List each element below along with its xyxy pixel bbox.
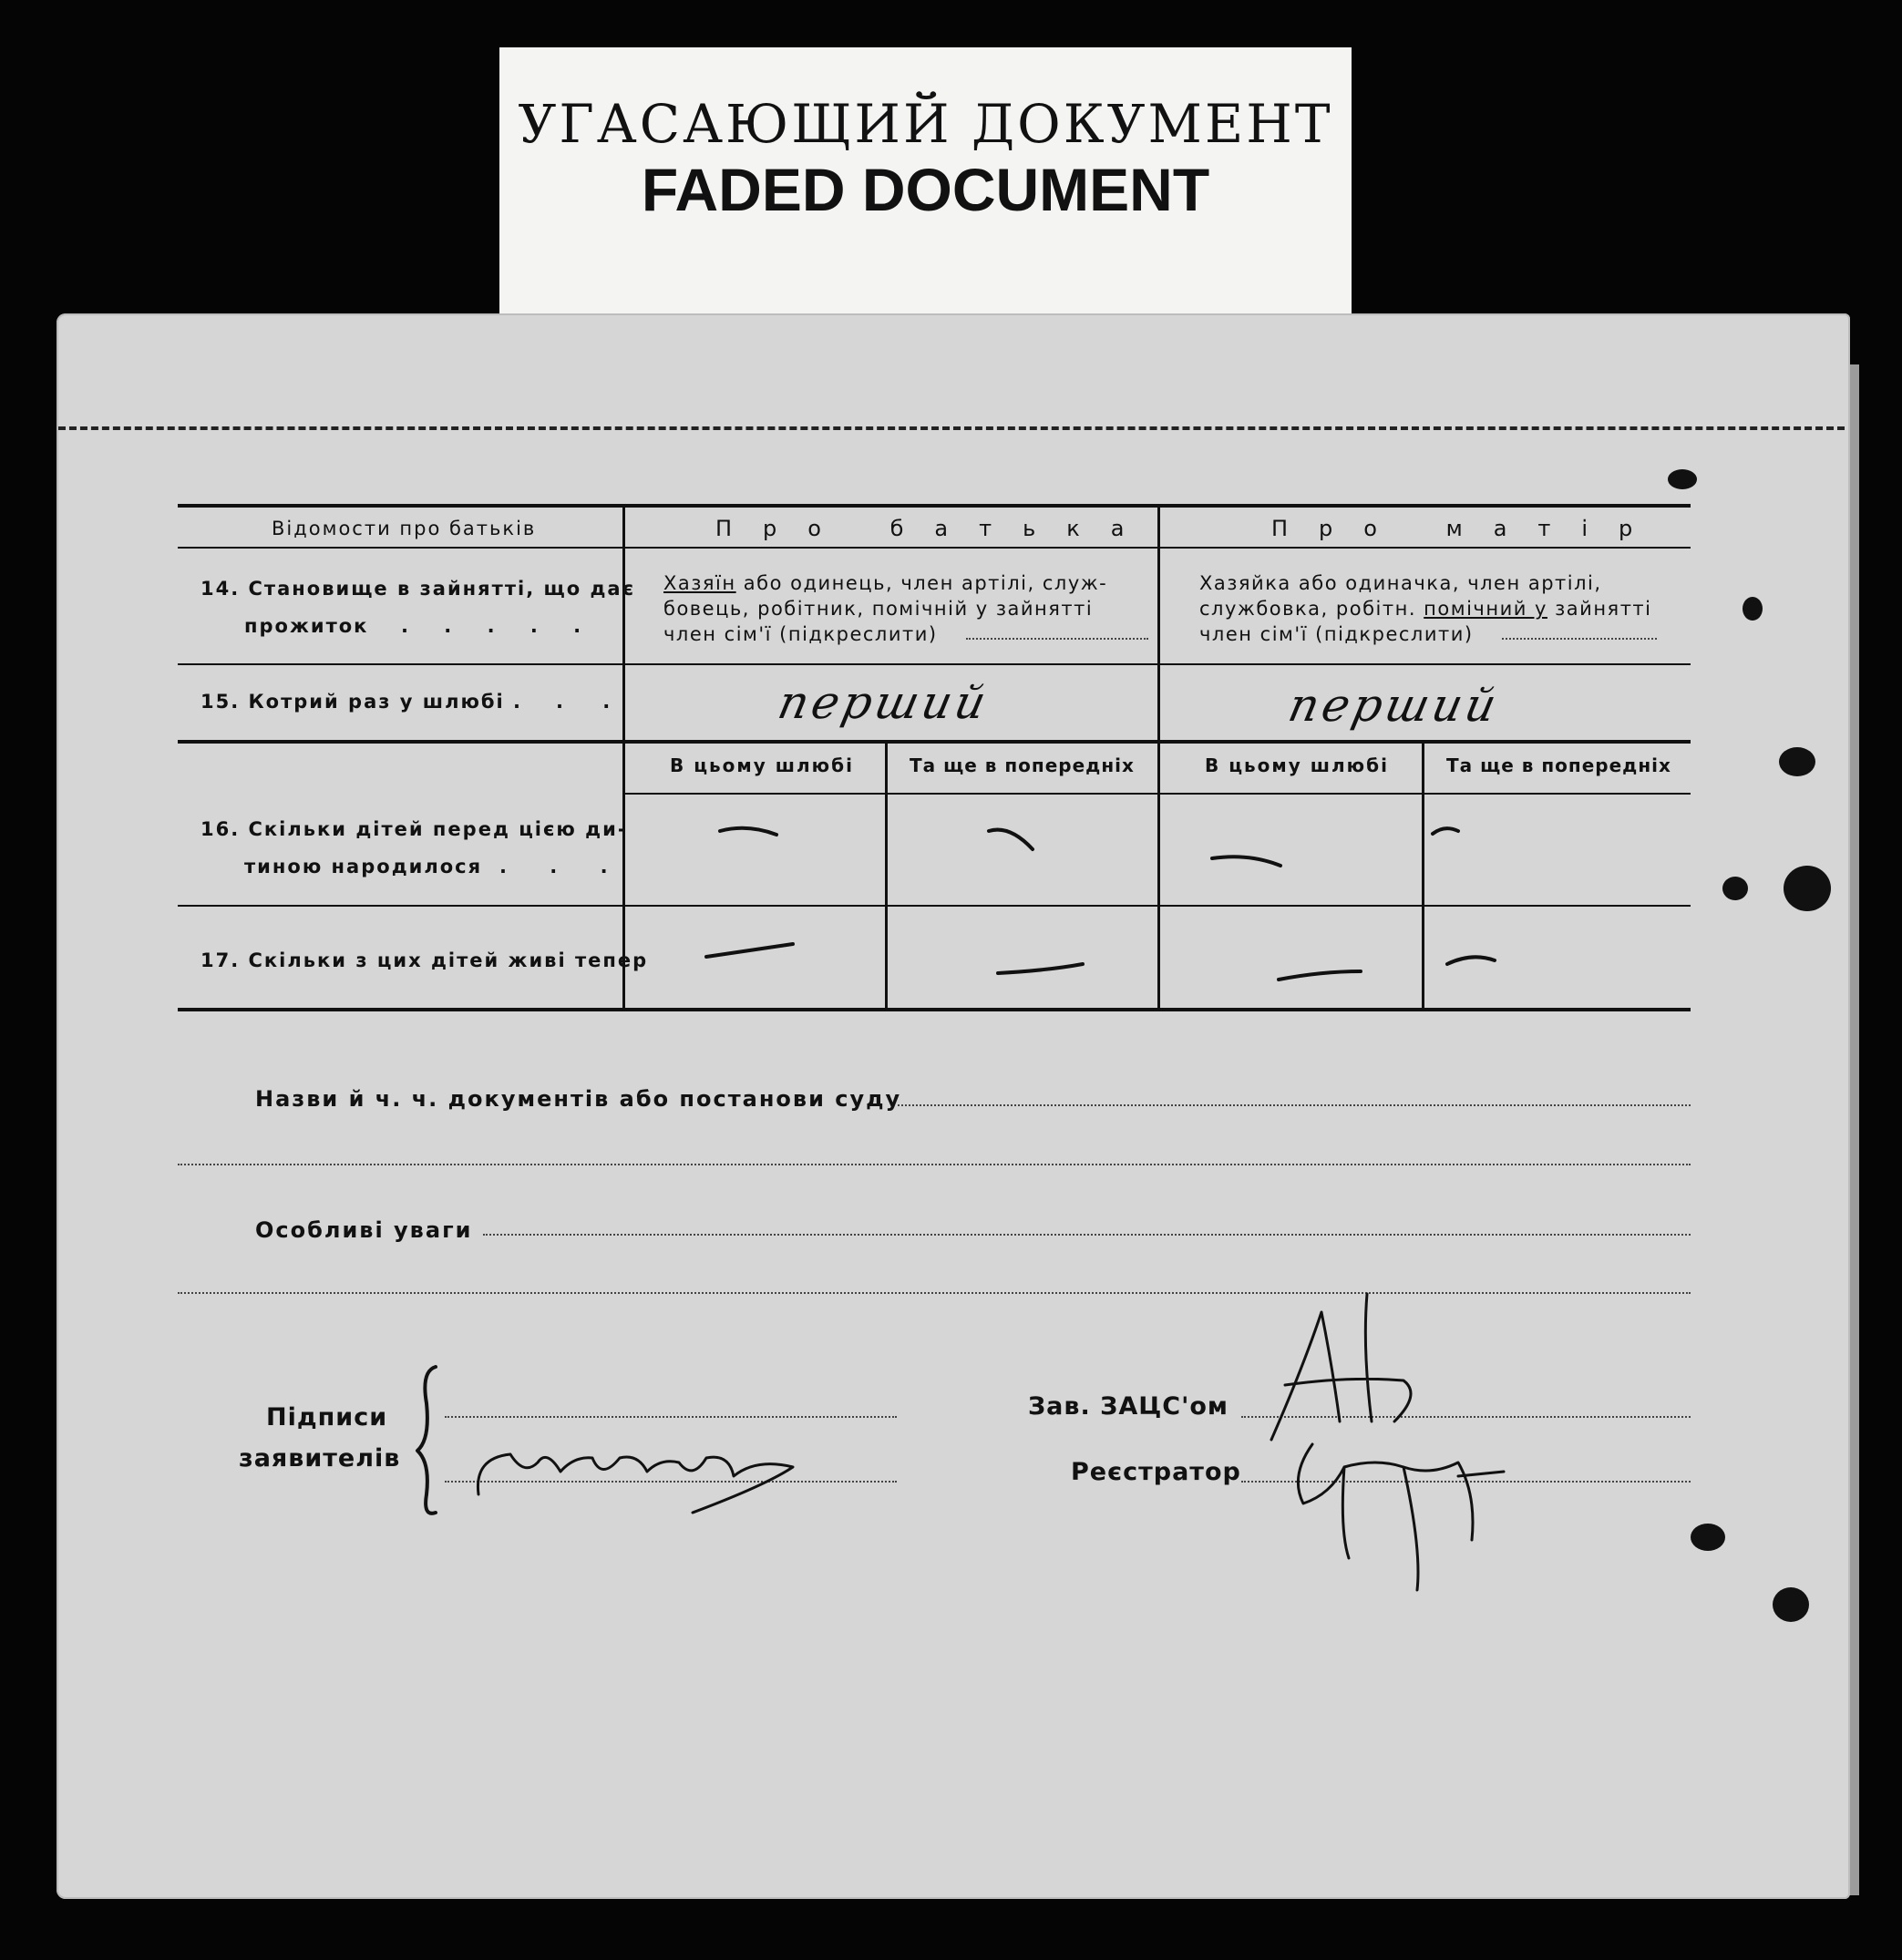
applicants-signature-label-line2: заявителів: [239, 1444, 401, 1473]
row14-label-line1: 14. Становище в зайнятті, що дає: [200, 578, 636, 600]
mother-options-line3: член сім'ї (підкреслити): [1199, 623, 1474, 645]
row16-father-this-dash: [720, 828, 776, 835]
subheader-mother-this-marriage: В цьому шлюбі: [1205, 754, 1389, 776]
zags-head-signature-scrawl: [1271, 1294, 1411, 1440]
special-notes-label: Особливі уваги: [255, 1217, 473, 1243]
mother-option-helper-underlined: помічний у: [1424, 598, 1547, 620]
row17-mother-prev-dash: [1447, 957, 1495, 964]
father-options-line3: член сім'ї (підкреслити): [663, 623, 938, 645]
label-title-en: FADED DOCUMENT: [641, 156, 1210, 223]
punch-hole: [1722, 877, 1748, 900]
mother-options-line2-post: зайнятті: [1547, 598, 1652, 620]
registrar-label: Реєстратор: [1071, 1458, 1241, 1486]
mother-options-line2-pre: службовка, робітн.: [1199, 598, 1424, 620]
row17-father-prev-dash: [998, 964, 1083, 973]
row16-mother-prev-dash: [1433, 828, 1458, 834]
father-options-line1: або одинець, член артілі, служ-: [735, 572, 1108, 594]
punch-hole: [1743, 597, 1763, 621]
row15-mother-value: перший: [1283, 679, 1505, 732]
father-option-owner-underlined: Хазяїн: [663, 572, 736, 594]
subheader-father-this-marriage: В цьому шлюбі: [670, 754, 854, 776]
row15-label: 15. Котрий раз у шлюбі .: [200, 691, 523, 713]
row16-mother-this-dash: [1212, 857, 1280, 866]
row16-label-line1: 16. Скільки дітей перед цією ди-: [200, 818, 628, 840]
mother-options-line1: Хазяйка або одиначка, член артілі,: [1199, 572, 1602, 594]
header-parents-info: Відомости про батьків: [272, 518, 537, 539]
applicants-signature-label-line1: Підписи: [266, 1403, 388, 1432]
row17-father-this-dash: [706, 944, 793, 957]
row16-leader-dots: . . .: [499, 856, 626, 877]
subheader-mother-previous: Та ще в попередніх: [1446, 754, 1671, 776]
subheader-father-previous: Та ще в попередніх: [910, 754, 1135, 776]
zags-head-label: Зав. ЗАЦС'ом: [1028, 1392, 1229, 1421]
punch-hole: [1773, 1587, 1809, 1622]
row14-label-line2: прожиток: [244, 615, 369, 637]
row17-label: 17. Скільки з цих дітей живі тепер: [200, 949, 649, 971]
row14-leader-dots: . . . . .: [401, 615, 596, 637]
punch-hole: [1668, 469, 1697, 489]
punch-hole: [1779, 747, 1815, 776]
applicant-signature-scrawl: [478, 1454, 793, 1513]
registrar-signature-scrawl: [1298, 1444, 1504, 1590]
row16-father-prev-dash: [989, 830, 1033, 849]
punch-hole: [1691, 1524, 1725, 1551]
row16-label-line2: тиною народилося: [244, 856, 483, 877]
row15-leader-dots: . .: [556, 691, 627, 713]
applicants-brace: [417, 1367, 436, 1514]
header-about-father: Про батька: [715, 516, 1156, 541]
header-about-mother: Про матір: [1271, 516, 1664, 541]
label-title-ru: УГАСАЮЩИЙ ДОКУМЕНТ: [518, 93, 1333, 155]
documents-label: Назви й ч. ч. документів або постанови суду: [255, 1086, 902, 1112]
father-options-line2: бовець, робітник, помічній у зайнятті: [663, 598, 1094, 620]
row15-father-value: перший: [773, 676, 994, 729]
row17-mother-this-dash: [1279, 971, 1361, 980]
punch-hole: [1784, 866, 1831, 911]
